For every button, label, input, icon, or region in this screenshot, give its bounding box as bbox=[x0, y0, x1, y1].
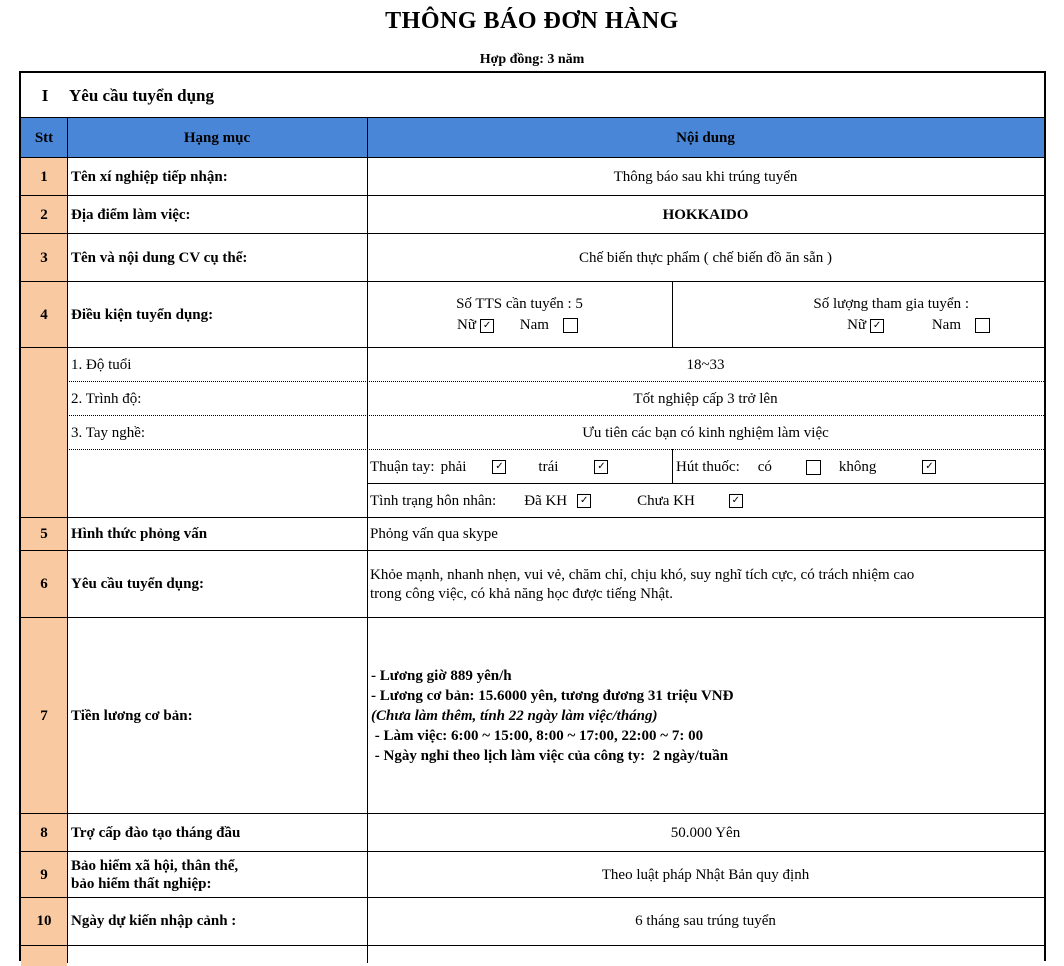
right-hand-checkbox[interactable]: ✓ bbox=[492, 460, 506, 474]
entry-date: 6 tháng sau trúng tuyển bbox=[635, 913, 776, 929]
left-hand-checkbox[interactable]: ✓ bbox=[594, 460, 608, 474]
row-value: Thông báo sau khi trúng tuyển bbox=[613, 168, 798, 185]
row-stt: 2 bbox=[21, 196, 67, 234]
single-checkbox[interactable]: ✓ bbox=[729, 494, 743, 508]
right-hand-label: phải bbox=[440, 458, 467, 475]
married-checkbox[interactable]: ✓ bbox=[577, 494, 591, 508]
row-stt: 10 bbox=[21, 898, 67, 945]
single-label: Chưa KH bbox=[637, 492, 695, 509]
grid-line bbox=[367, 117, 368, 963]
interview-method: Phỏng vấn qua skype bbox=[370, 526, 498, 542]
male-checkbox[interactable] bbox=[563, 318, 578, 333]
left-hand-label: trái bbox=[538, 458, 559, 475]
quota-left bbox=[367, 282, 672, 348]
grid-line bbox=[21, 157, 1044, 158]
row-label: Địa điểm làm việc: bbox=[71, 206, 191, 223]
row-stt: 1 bbox=[21, 158, 67, 196]
handedness bbox=[370, 450, 672, 484]
base-salary: - Lương cơ bản: 15.6000 yên, tương đương 31 triệu VNĐ bbox=[371, 688, 734, 704]
smoking-yes-label: có bbox=[757, 458, 772, 475]
grid-line bbox=[67, 415, 1044, 416]
hourly-wage: - Lương giờ 889 yên/h bbox=[371, 668, 512, 684]
age-range: 18~33 bbox=[686, 356, 725, 373]
row-label: Tiền lương cơ bản: bbox=[71, 707, 193, 724]
row-label: Điều kiện tuyển dụng: bbox=[71, 306, 214, 323]
female-label: Nữ bbox=[847, 317, 867, 333]
insurance-value: Theo luật pháp Nhật Bản quy định bbox=[601, 866, 810, 883]
row-label: Trợ cấp đào tạo tháng đầu bbox=[71, 824, 241, 841]
row-stt: 7 bbox=[21, 618, 67, 814]
smoking-yes-checkbox[interactable] bbox=[806, 460, 821, 475]
quota-right bbox=[672, 282, 1044, 348]
sub-label: 2. Trình độ: bbox=[71, 390, 142, 407]
grid-line bbox=[21, 813, 1044, 814]
requirements-line: Khỏe mạnh, nhanh nhẹn, vui vẻ, chăm chỉ, chịu khó, suy nghĩ tích cực, có trách nhiệm cao bbox=[370, 566, 915, 583]
row-stt: 8 bbox=[21, 814, 67, 852]
marital-status bbox=[370, 484, 1044, 518]
row-stt: 3 bbox=[21, 234, 67, 282]
salary-details bbox=[367, 618, 1044, 814]
grid-line bbox=[21, 550, 1044, 551]
male-label: Nam bbox=[931, 317, 961, 333]
female-label: Nữ bbox=[457, 317, 477, 333]
row-stt: 9 bbox=[21, 852, 67, 898]
row-stt: 4 bbox=[21, 282, 67, 348]
row-value: Chế biến thực phẩm ( chế biến đồ ăn sẵn ) bbox=[578, 249, 833, 266]
sub-stt-blank bbox=[21, 348, 67, 518]
grid-line bbox=[367, 483, 1044, 484]
row-label bbox=[71, 852, 367, 898]
row-label: Tên và nội dung CV cụ thể: bbox=[71, 249, 248, 266]
male-label: Nam bbox=[519, 317, 549, 333]
grid-line bbox=[21, 347, 1044, 348]
grid-line bbox=[21, 233, 1044, 234]
requirements-text bbox=[370, 551, 1044, 618]
female-checkbox[interactable]: ✓ bbox=[480, 319, 494, 333]
row-stt: 6 bbox=[21, 551, 67, 618]
grid-line bbox=[21, 945, 1044, 946]
participants-title: Số lượng tham gia tuyển : bbox=[813, 296, 969, 312]
grid-line bbox=[21, 281, 1044, 282]
smoking-label: Hút thuốc: bbox=[676, 458, 740, 475]
smoking-no-checkbox[interactable]: ✓ bbox=[922, 460, 936, 474]
header-stt: Stt bbox=[21, 118, 67, 158]
work-shifts: - Làm việc: 6:00 ~ 15:00, 8:00 ~ 17:00, 22:00 ~ 7: 00 bbox=[371, 728, 704, 744]
marital-label: Tình trạng hôn nhân: bbox=[370, 492, 497, 509]
grid-line bbox=[67, 449, 1044, 450]
work-location: HOKKAIDO bbox=[662, 206, 749, 223]
salary-note: (Chưa làm thêm, tính 22 ngày làm việc/tháng) bbox=[371, 708, 658, 724]
contract-term: Hợp đồng: 3 năm bbox=[479, 52, 585, 67]
insurance-label-line: bảo hiểm thất nghiệp: bbox=[71, 876, 212, 892]
grid-line bbox=[672, 281, 673, 347]
grid-line bbox=[67, 117, 68, 963]
grid-line bbox=[67, 381, 1044, 382]
grid-line bbox=[21, 195, 1044, 196]
sub-label: 3. Tay nghề: bbox=[71, 424, 146, 441]
quota-title: Số TTS cần tuyển : 5 bbox=[456, 296, 583, 312]
order-table bbox=[19, 71, 1046, 961]
insurance-label-line: Bảo hiểm xã hội, thân thể, bbox=[71, 858, 239, 874]
education-level: Tốt nghiệp cấp 3 trở lên bbox=[633, 390, 778, 407]
male-checkbox[interactable] bbox=[975, 318, 990, 333]
grid-line bbox=[21, 851, 1044, 852]
grid-line bbox=[21, 897, 1044, 898]
days-off: - Ngày nghỉ theo lịch làm việc của công ty: 2 ngày/tuần bbox=[371, 748, 729, 764]
page-title: THÔNG BÁO ĐƠN HÀNG bbox=[385, 8, 679, 34]
row-label: Yêu cầu tuyển dụng: bbox=[71, 576, 204, 592]
grid-line bbox=[21, 117, 1044, 118]
row-stt: 5 bbox=[21, 518, 67, 551]
row-stt-partial bbox=[21, 946, 67, 966]
married-label: Đã KH bbox=[524, 492, 568, 509]
section-number: I bbox=[41, 86, 49, 105]
row-label: Hình thức phỏng vấn bbox=[71, 526, 208, 542]
smoking bbox=[676, 450, 1044, 484]
header-content: Nội dung bbox=[367, 118, 1044, 158]
section-title: Yêu cầu tuyển dụng bbox=[69, 86, 215, 105]
female-checkbox[interactable]: ✓ bbox=[870, 319, 884, 333]
training-allowance: 50.000 Yên bbox=[670, 824, 741, 841]
handedness-label: Thuận tay: bbox=[370, 458, 435, 475]
grid-line bbox=[21, 517, 1044, 518]
row-label: Ngày dự kiến nhập cảnh : bbox=[71, 913, 237, 929]
row-label: Tên xí nghiệp tiếp nhận: bbox=[71, 168, 228, 185]
grid-line bbox=[21, 617, 1044, 618]
grid-line bbox=[672, 449, 673, 483]
requirements-line: trong công việc, có khả năng học được tiếng Nhật. bbox=[370, 585, 674, 602]
smoking-no-label: không bbox=[838, 458, 877, 475]
header-item: Hạng mục bbox=[67, 118, 367, 158]
sub-label: 1. Độ tuổi bbox=[71, 356, 132, 373]
skill-requirement: Ưu tiên các bạn có kinh nghiệm làm việc bbox=[582, 424, 829, 441]
